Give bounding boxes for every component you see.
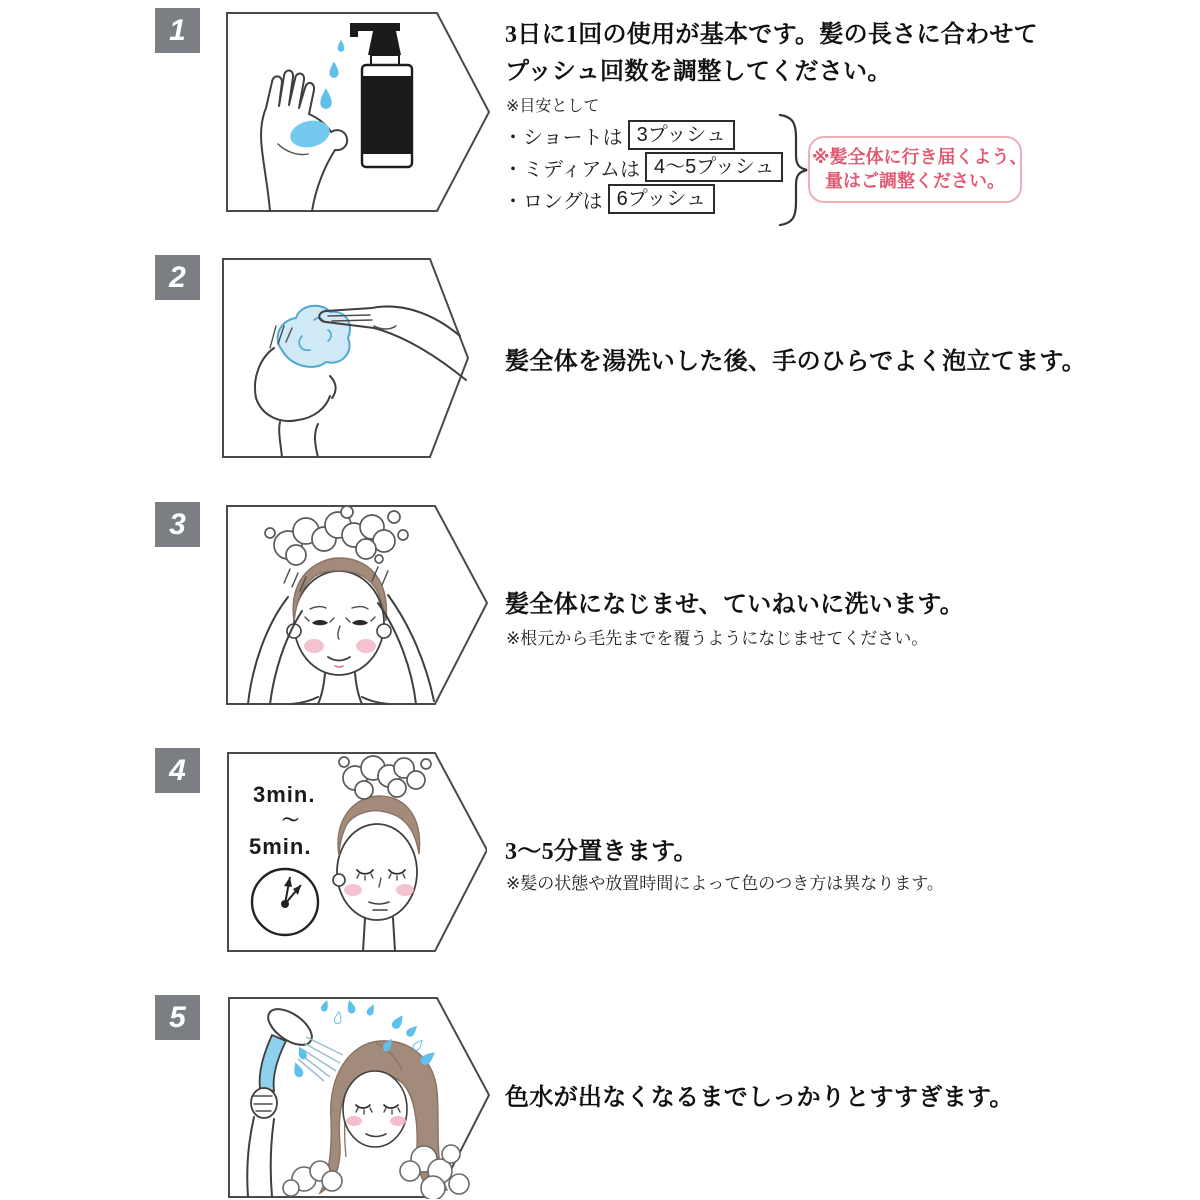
woman-face-icon (343, 1071, 407, 1147)
step-1-heading-line-2: プッシュ回数を調整してください。 (505, 59, 892, 85)
woman-spreading-foam-illustration (226, 505, 488, 705)
callout-line-1: ※髪全体に行き届くよう、 (812, 147, 1028, 167)
blush-left (304, 639, 324, 653)
step-3-number-badge (155, 502, 200, 547)
dosage-row-medium (503, 152, 783, 182)
dosage-label: ・ミディアムは (503, 158, 640, 181)
blush-right (356, 639, 376, 653)
dosage-value-box: 3プッシュ (628, 120, 735, 150)
dosage-value-box: 6プッシュ (608, 184, 715, 214)
timer-3min-label: 3min. (253, 782, 316, 807)
dosage-value-box: 4〜5プッシュ (645, 152, 783, 182)
step-number: 4 (169, 753, 186, 787)
amount-adjust-callout (808, 136, 1028, 203)
step-number: 1 (169, 13, 186, 47)
hands-lathering-foam-illustration (222, 258, 470, 458)
dosage-label: ・ショートは (503, 126, 623, 149)
hand-and-pump-bottle-illustration (226, 12, 490, 212)
curly-brace-icon (777, 112, 811, 228)
step-2-number-badge (155, 255, 200, 300)
step-1-number-badge (155, 8, 200, 53)
step-5-number-badge (155, 995, 200, 1040)
timer-tilde: 〜 (282, 811, 299, 830)
timer-5min-label: 5min. (249, 834, 312, 859)
step-frame-hexagon (223, 259, 468, 457)
step-5-heading: 色水が出なくなるまでしっかりとすすぎます。 (505, 1085, 1014, 1111)
step-number: 5 (169, 1000, 186, 1034)
clock-icon (252, 869, 318, 935)
step-4-note: ※髪の状態や放置時間によって色のつき方は異なります。 (506, 874, 944, 893)
callout-line-2: 量はご調整ください。 (825, 171, 1005, 192)
step-number: 2 (169, 260, 186, 294)
dosage-label: ・ロングは (503, 190, 603, 213)
blush-right (390, 1116, 406, 1126)
blush-right (396, 884, 414, 896)
step-4-heading: 3〜5分置きます。 (505, 839, 698, 865)
step-1-note: ※目安として (506, 98, 600, 115)
dosage-row-short (503, 120, 735, 150)
step-3-note: ※根元から毛先までを覆うようになじませてください。 (506, 629, 929, 648)
step-1-heading-line-1: 3日に1回の使用が基本です。髪の長さに合わせて (505, 22, 1038, 48)
woman-waiting-with-clock-illustration (227, 752, 487, 952)
dosage-row-long (503, 184, 715, 214)
blush-left (344, 884, 362, 896)
blush-left (346, 1116, 362, 1126)
step-2-heading: 髪全体を湯洗いした後、手のひらでよく泡立てます。 (505, 349, 1087, 375)
step-number: 3 (169, 507, 186, 541)
step-3-heading: 髪全体になじませ、ていねいに洗います。 (505, 592, 965, 618)
step-4-number-badge (155, 748, 200, 793)
woman-rinsing-hair-illustration (228, 997, 490, 1199)
